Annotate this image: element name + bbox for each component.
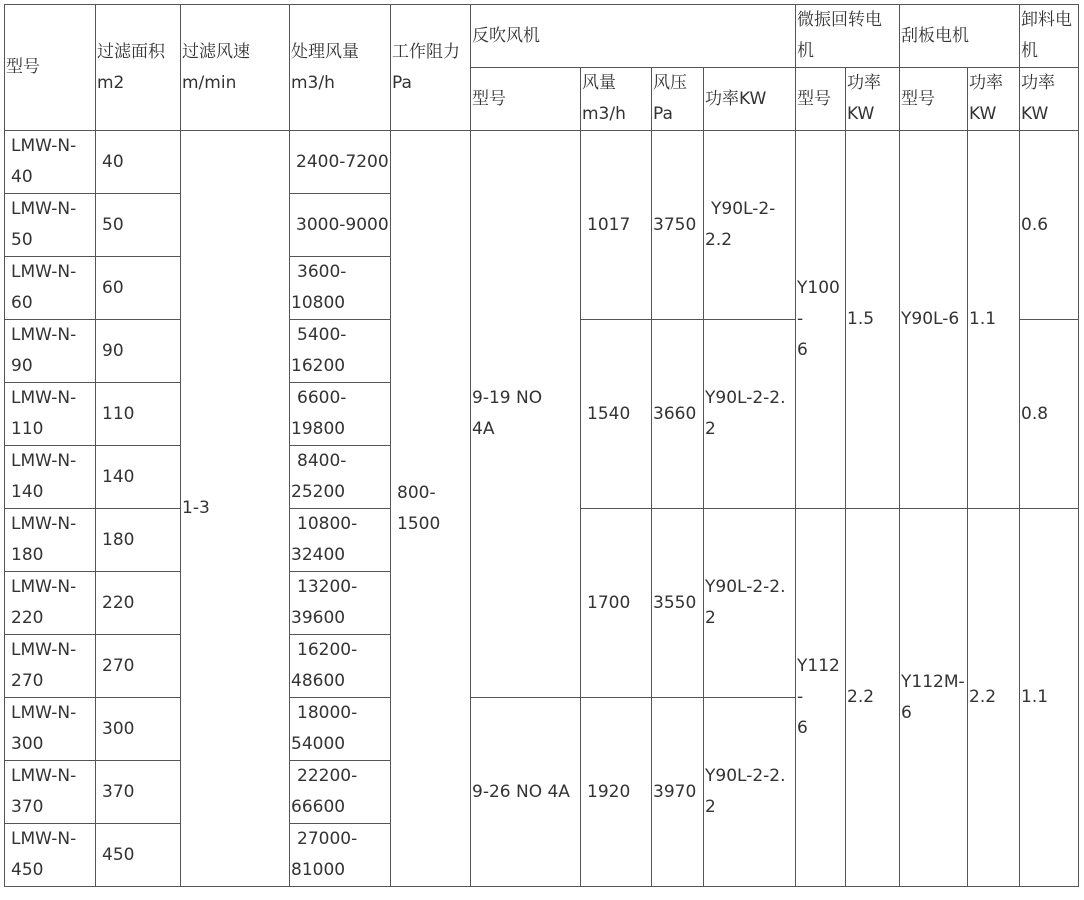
area-cell: 270	[96, 635, 181, 698]
area-cell: 220	[96, 572, 181, 635]
area-cell: 90	[96, 320, 181, 383]
header-resistance: 工作阻力 Pa	[391, 5, 471, 131]
air-volume-cell: 16200- 48600	[290, 635, 391, 698]
header-air-volume: 处理风量 m3/h	[290, 5, 391, 131]
model-cell: LMW-N- 450	[5, 824, 96, 887]
area-cell: 300	[96, 698, 181, 761]
air-volume-cell: 3000-9000	[290, 194, 391, 257]
model-cell: LMW-N- 60	[5, 257, 96, 320]
resistance-cell: 800- 1500	[391, 131, 471, 887]
scraper-model-cell: Y90L-6	[900, 131, 968, 509]
header-blower-model: 型号	[471, 68, 581, 131]
scraper-model-cell: Y112M- 6	[900, 509, 968, 887]
header-blower-pressure: 风压 Pa	[652, 68, 704, 131]
blower-pressure-cell: 3750	[652, 131, 704, 320]
model-cell: LMW-N- 140	[5, 446, 96, 509]
blower-power-cell: Y90L-2-2.2	[704, 698, 796, 887]
header-discharge-motor: 卸料电机	[1020, 5, 1079, 68]
area-cell: 60	[96, 257, 181, 320]
header-model: 型号	[5, 5, 96, 131]
air-volume-cell: 8400- 25200	[290, 446, 391, 509]
area-cell: 110	[96, 383, 181, 446]
blower-pressure-cell: 3970	[652, 698, 704, 887]
model-cell: LMW-N- 370	[5, 761, 96, 824]
header-area: 过滤面积 m2	[96, 5, 181, 131]
header-scraper-power: 功率 KW	[968, 68, 1020, 131]
vib-power-cell: 2.2	[846, 509, 900, 887]
header-scraper-motor: 刮板电机	[900, 5, 1020, 68]
blower-power-cell: Y90L-2-2.2	[704, 320, 796, 509]
header-scraper-model: 型号	[900, 68, 968, 131]
blower-power-cell: Y90L-2-2.2	[704, 509, 796, 698]
area-cell: 180	[96, 509, 181, 572]
discharge-power-cell: 0.8	[1020, 320, 1079, 509]
area-cell: 450	[96, 824, 181, 887]
blower-air-cell: 1540	[581, 320, 652, 509]
vib-power-cell: 1.5	[846, 131, 900, 509]
model-cell: LMW-N- 180	[5, 509, 96, 572]
blower-model-cell: 9-19 NO 4A	[471, 131, 581, 698]
model-cell: LMW-N- 270	[5, 635, 96, 698]
table-row	[5, 131, 1079, 194]
header-discharge-power: 功率 KW	[1020, 68, 1079, 131]
blower-power-cell: Y90L-2- 2.2	[704, 131, 796, 320]
air-volume-cell: 5400- 16200	[290, 320, 391, 383]
discharge-power-cell: 1.1	[1020, 509, 1079, 887]
vib-model-cell: Y100- 6	[796, 131, 846, 509]
blower-air-cell: 1017	[581, 131, 652, 320]
blower-air-cell: 1920	[581, 698, 652, 887]
air-volume-cell: 18000- 54000	[290, 698, 391, 761]
air-volume-cell: 6600- 19800	[290, 383, 391, 446]
air-volume-cell: 3600- 10800	[290, 257, 391, 320]
header-speed: 过滤风速 m/min	[181, 5, 290, 131]
model-cell: LMW-N- 110	[5, 383, 96, 446]
air-volume-cell: 27000- 81000	[290, 824, 391, 887]
model-cell: LMW-N- 40	[5, 131, 96, 194]
air-volume-cell: 10800- 32400	[290, 509, 391, 572]
discharge-power-cell: 0.6	[1020, 131, 1079, 320]
header-blower: 反吹风机	[471, 5, 796, 68]
speed-cell: 1-3	[181, 131, 290, 887]
air-volume-cell: 13200- 39600	[290, 572, 391, 635]
model-cell: LMW-N- 90	[5, 320, 96, 383]
header-row-1	[5, 5, 1079, 68]
header-vib-model: 型号	[796, 68, 846, 131]
header-vib-motor: 微振回转电机	[796, 5, 900, 68]
area-cell: 370	[96, 761, 181, 824]
area-cell: 140	[96, 446, 181, 509]
vib-model-cell: Y112- 6	[796, 509, 846, 887]
header-vib-power: 功率 KW	[846, 68, 900, 131]
air-volume-cell: 2400-7200	[290, 131, 391, 194]
blower-pressure-cell: 3550	[652, 509, 704, 698]
model-cell: LMW-N- 300	[5, 698, 96, 761]
air-volume-cell: 22200- 66600	[290, 761, 391, 824]
scraper-power-cell: 2.2	[968, 509, 1020, 887]
blower-model-cell: 9-26 NO 4A	[471, 698, 581, 887]
scraper-power-cell: 1.1	[968, 131, 1020, 509]
header-blower-air: 风量 m3/h	[581, 68, 652, 131]
header-blower-power: 功率KW	[704, 68, 796, 131]
area-cell: 40	[96, 131, 181, 194]
blower-pressure-cell: 3660	[652, 320, 704, 509]
spec-table	[4, 4, 1079, 887]
blower-air-cell: 1700	[581, 509, 652, 698]
model-cell: LMW-N- 50	[5, 194, 96, 257]
area-cell: 50	[96, 194, 181, 257]
model-cell: LMW-N- 220	[5, 572, 96, 635]
